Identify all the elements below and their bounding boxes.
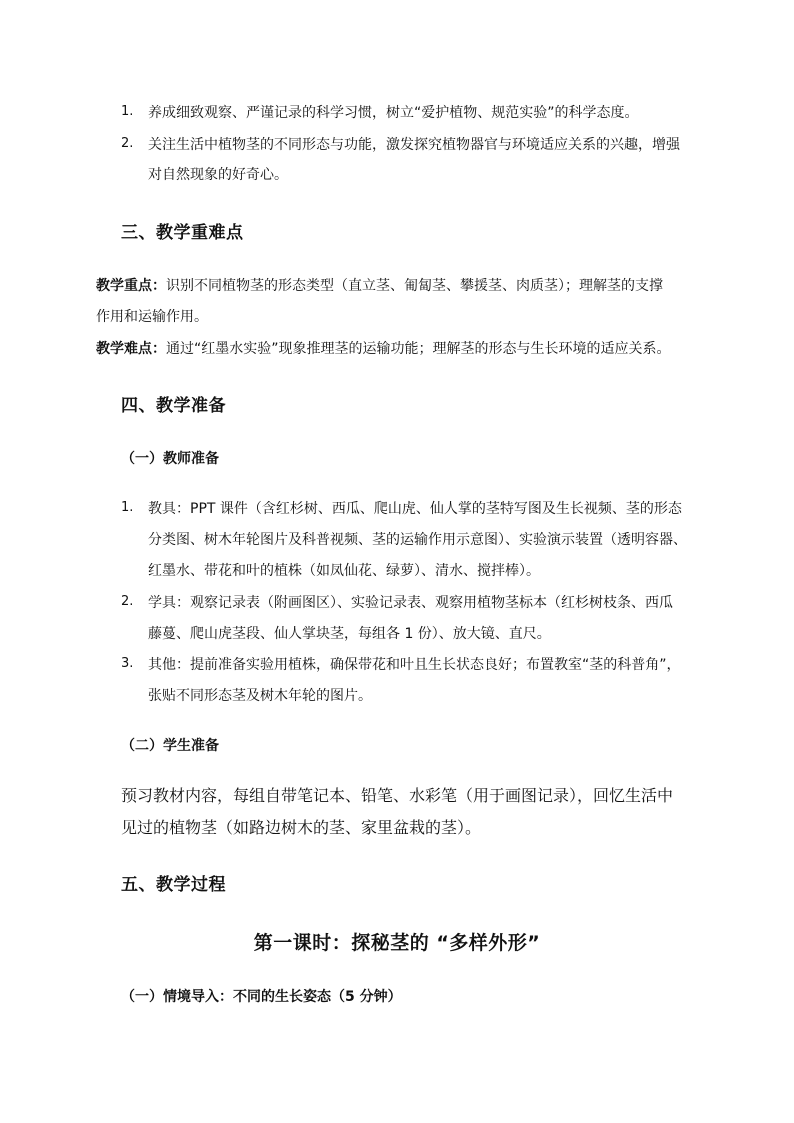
section-heading: 四、教学准备 <box>121 396 226 416</box>
key-point-text: 识别不同植物茎的形态类型（直立茎、匍匐茎、攀援茎、肉质茎）；理解茎的支撑 <box>166 278 663 294</box>
difficult-point-line <box>96 338 671 358</box>
section-heading: 三、教学重难点 <box>121 223 244 243</box>
key-point-text-cont: 作用和运输作用。 <box>96 309 208 325</box>
difficult-point-text: 通过“红墨水实验”现象推理茎的运输功能；理解茎的形态与生长环境的适应关系。 <box>166 341 671 357</box>
paragraph-line: 见过的植物茎（如路边树木的茎、家里盆栽的茎）。 <box>121 818 482 837</box>
subsection-heading: （二）学生准备 <box>121 738 219 754</box>
key-point-label: 教学重点： <box>96 278 166 294</box>
list-item-text: 红墨水、带花和叶的植株（如凤仙花、绿萝）、清水、搅拌棒）。 <box>148 563 540 579</box>
list-item-text: 藤蔓、爬山虎茎段、仙人掌块茎，每组各 1 份）、放大镜、直尺。 <box>148 626 551 642</box>
list-number: 2. <box>121 594 134 609</box>
list-item-text: 其他：提前准备实验用植株，确保带花和叶且生长状态良好；布置教室“茎的科普角”， <box>148 657 681 673</box>
list-item-text: 张贴不同形态茎及树木年轮的图片。 <box>148 688 372 704</box>
paragraph-line: 预习教材内容，每组自带笔记本、铅笔、水彩笔（用于画图记录），回忆生活中 <box>121 786 674 805</box>
list-item-text: 教具：PPT 课件（含红杉树、西瓜、爬山虎、仙人掌的茎特写图及生长视频、茎的形态 <box>148 501 682 517</box>
list-number: 1. <box>121 500 134 515</box>
list-item-text: 学具：观察记录表（附画图区）、实验记录表、观察用植物茎标本（红杉树枝条、西瓜 <box>148 595 673 611</box>
subsection-heading: （一）教师准备 <box>121 451 219 467</box>
list-item-text: 对自然现象的好奇心。 <box>148 167 288 183</box>
section-heading: 五、教学过程 <box>121 875 226 895</box>
key-point-line <box>96 275 663 295</box>
list-number: 2. <box>121 136 134 151</box>
list-item-text: 关注生活中植物茎的不同形态与功能，激发探究植物器官与环境适应关系的兴趣，增强 <box>148 137 680 153</box>
subsection-heading: （一）情境导入：不同的生长姿态（5 分钟） <box>121 989 402 1005</box>
difficult-point-label: 教学难点： <box>96 341 166 357</box>
lesson-title: 第一课时：探秘茎的 “多样外形” <box>253 932 541 954</box>
list-item-text: 养成细致观察、严谨记录的科学习惯，树立“爱护植物、规范实验”的科学态度。 <box>148 105 639 121</box>
list-item-text: 分类图、树木年轮图片及科普视频、茎的运输作用示意图）、实验演示装置（透明容器、 <box>148 532 687 548</box>
list-number: 3. <box>121 656 134 671</box>
list-number: 1. <box>121 104 134 119</box>
